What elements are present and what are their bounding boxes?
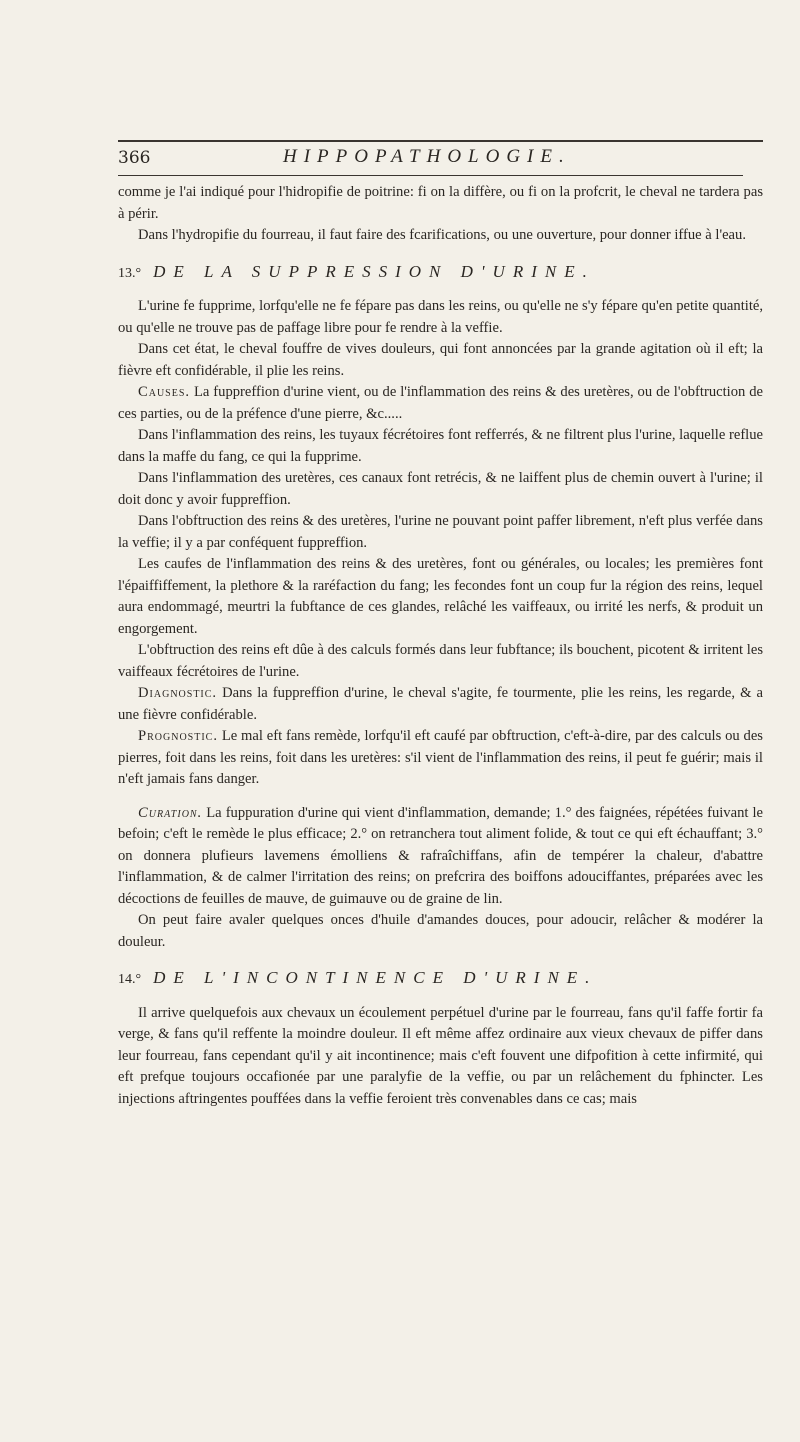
curation-label: Curation. [138,804,203,821]
body-text [118,182,763,1110]
paragraph: Les caufes de l'inflammation des reins & des uretères, font ou générales, ou locales; les premières font l'épaiffiffement, la plethore & la raréfaction du fang; les fecondes font un coup fur la région des reins, lequel aura endommagé, meurtri la fubftance de ces glandes, relâché les vaiffeaux, ou irrité les nerfs, & produit un engorgement. [118,556,763,637]
paragraph-prognostic [118,726,763,791]
paragraph: On peut faire avaler quelques onces d'huile d'amandes douces, pour adoucir, relâcher & modérer la douleur. [118,912,763,950]
paragraph: L'obftruction des reins eft dûe à des calculs formés dans leur fubftance; ils bouchent, picotent & irritent les vaiffeaux fécrétoires de l'urine. [118,642,763,680]
top-rule [118,140,763,142]
page-header [118,146,758,174]
diagnostic-label: Diagnostic. [138,685,218,701]
section-heading-14 [118,967,763,991]
section-number: 13.° [118,265,142,281]
paragraph: Dans l'inflammation des reins, les tuyaux fécrétoires font refferrés, & ne filtrent plus l'urine, laquelle reflue dans la maffe du fang, ce qui la fupprime. [118,427,764,465]
paragraph: Il arrive quelquefois aux chevaux un écoulement perpétuel d'urine par le fourreau, fans qu'il faffe fortir fa verge, & fans qu'il reffente la moindre douleur. Il eft même affez ordinaire aux vieux chevaux de piffer dans leur fourreau, fans cependant qu'il y ait incontinence; mais c'eft fouvent une difpofition à cette infirmité, qui eft prefque toujours occafionée par une paralyfie de la veffie, ou par un relâchement du fphincter. Les injections aftringentes pouffées dans la veffie feroient très convenables dans ce cas; mais [118,1004,763,1107]
curation-text: La fuppuration d'urine qui vient d'inflammation, demande; 1.° des faignées, répétées fuivant le befoin; c'eft le remède le plus efficace; 2.° on retranchera tout aliment folide, & tout ce qui eft échauffant; 3.° on donnera plufieurs lavemens émolliens & rafraîchiffans, afin de tempérer la chaleur, d'abattre l'inflammation, & de calmer l'irritation des reins; on prefcrira des boiffons adouciffantes, préparées avec les décoctions de feuilles de mauve, de guimauve ou de graine de lin. [118,804,763,907]
section-title: DE LA SUPPRESSION D'URINE. [153,261,595,281]
paragraph-diagnostic [118,683,763,726]
paragraph: comme je l'ai indiqué pour l'hidropifie de poitrine: fi on la diffère, ou fi on la profcrit, le cheval ne tardera pas à périr. [118,184,763,222]
running-title: HIPPOPATHOLOGIE. [283,146,571,167]
paragraph-causes [118,382,763,425]
paragraph-curation [118,803,763,911]
paragraph: Dans cet état, le cheval fouffre de vives douleurs, qui font annoncées par la grande agitation où il eft; la fièvre eft confidérable, il plie les reins. [118,341,763,379]
section-title: DE L'INCONTINENCE D'URINE. [153,968,598,987]
diagnostic-text: Dans la fuppreffion d'urine, le cheval s'agite, fe tourmente, plie les reins, les regarde, & a une fièvre confidérable. [118,685,763,723]
paragraph: Dans l'obftruction des reins & des uretères, l'urine ne pouvant point paffer librement, n'eft plus verfée dans la veffie; il y a par conféquent fuppreffion. [118,513,763,551]
causes-text: La fuppreffion d'urine vient, ou de l'inflammation des reins & des uretères, ou de l'obftruction de ces parties, ou de la préfence d'une pierre, &c..... [118,384,763,422]
prognostic-label: Prognostic. [138,728,218,744]
paragraph: Dans l'inflammation des uretères, ces canaux font retrécis, & ne laiffent plus de chemin ouvert à l'urine; il doit donc y avoir fuppreffion. [118,470,763,508]
causes-label: Causes. [138,384,191,400]
page-number: 366 [118,148,151,168]
paragraph: L'urine fe fupprime, lorfqu'elle ne fe fépare pas dans les reins, ou qu'elle ne s'y fépare qu'en petite quantité, ou qu'elle ne trouve pas de paffage libre pour fe rendre à la veffie. [118,298,763,336]
section-heading-13 [118,261,763,285]
header-rule [118,175,743,176]
prognostic-text: Le mal eft fans remède, lorfqu'il eft caufé par obftruction, c'eft-à-dire, par des calculs ou des pierres, foit dans les reins, foit dans les uretères: s'il vient de l'inflammation des reins, il peut fe guérir; mais il n'eft jamais fans danger. [118,728,763,787]
paragraph: Dans l'hydropifie du fourreau, il faut faire des fcarifications, ou une ouverture, pour donner iffue à l'eau. [138,227,746,243]
section-number: 14.° [118,972,142,987]
